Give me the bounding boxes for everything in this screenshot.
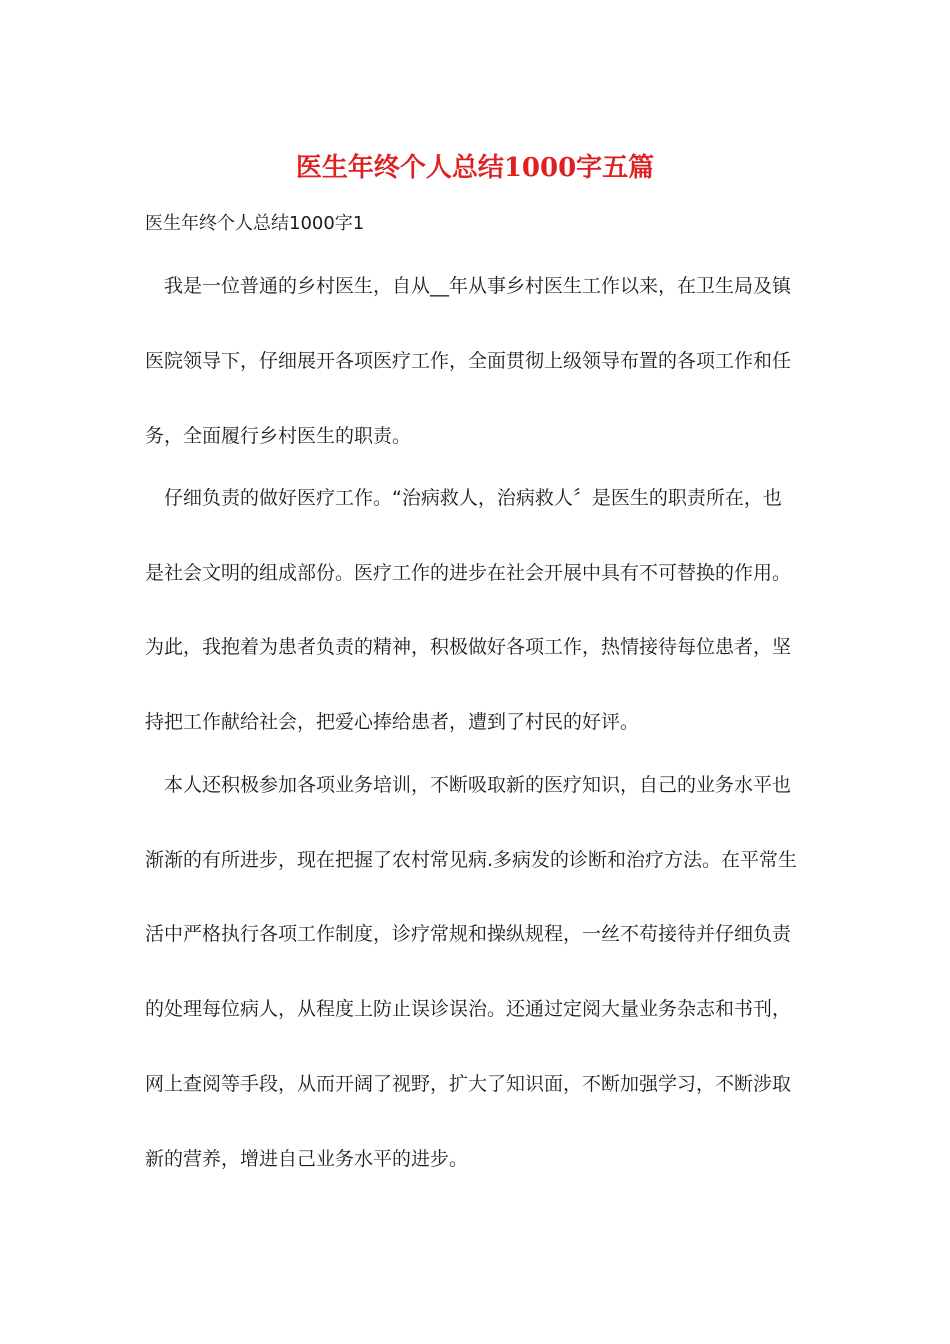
paragraph-line: 本人还积极参加各项业务培训，不断吸取新的医疗知识，自己的业务水平也: [164, 774, 792, 796]
paragraph-line: 渐渐的有所进步，现在把握了农村常见病.多病发的诊断和治疗方法。在平常生: [145, 849, 798, 871]
section-heading: 医生年终个人总结1000字1: [145, 213, 365, 234]
paragraph-line: 新的营养，增进自己业务水平的进步。: [145, 1148, 469, 1170]
paragraph-line: 务，全面履行乡村医生的职责。: [145, 425, 412, 447]
paragraph-line: 网上查阅等手段，从而开阔了视野，扩大了知识面，不断加强学习，不断涉取: [145, 1073, 792, 1095]
paragraph-line: 我是一位普通的乡村医生，自从__年从事乡村医生工作以来，在卫生局及镇: [164, 275, 792, 297]
paragraph-line: 活中严格执行各项工作制度，诊疗常规和操纵规程，一丝不苟接待并仔细负责: [145, 923, 792, 945]
document-title: 医生年终个人总结1000字五篇: [295, 153, 655, 183]
paragraph-line: 是社会文明的组成部份。医疗工作的进步在社会开展中具有不可替换的作用。: [145, 562, 792, 584]
paragraph-line: 医院领导下，仔细展开各项医疗工作，全面贯彻上级领导布置的各项工作和任: [145, 350, 792, 372]
paragraph-line: 为此，我抱着为患者负责的精神，积极做好各项工作，热情接待每位患者，坚: [145, 636, 792, 658]
paragraph-line: 仔细负责的做好医疗工作。“治病救人，治病救人〞是医生的职责所在，也: [164, 487, 782, 509]
paragraph-line: 的处理每位病人，从程度上防止误诊误治。还通过定阅大量业务杂志和书刊，: [145, 998, 792, 1020]
paragraph-line: 持把工作献给社会，把爱心捧给患者，遭到了村民的好评。: [145, 711, 640, 733]
